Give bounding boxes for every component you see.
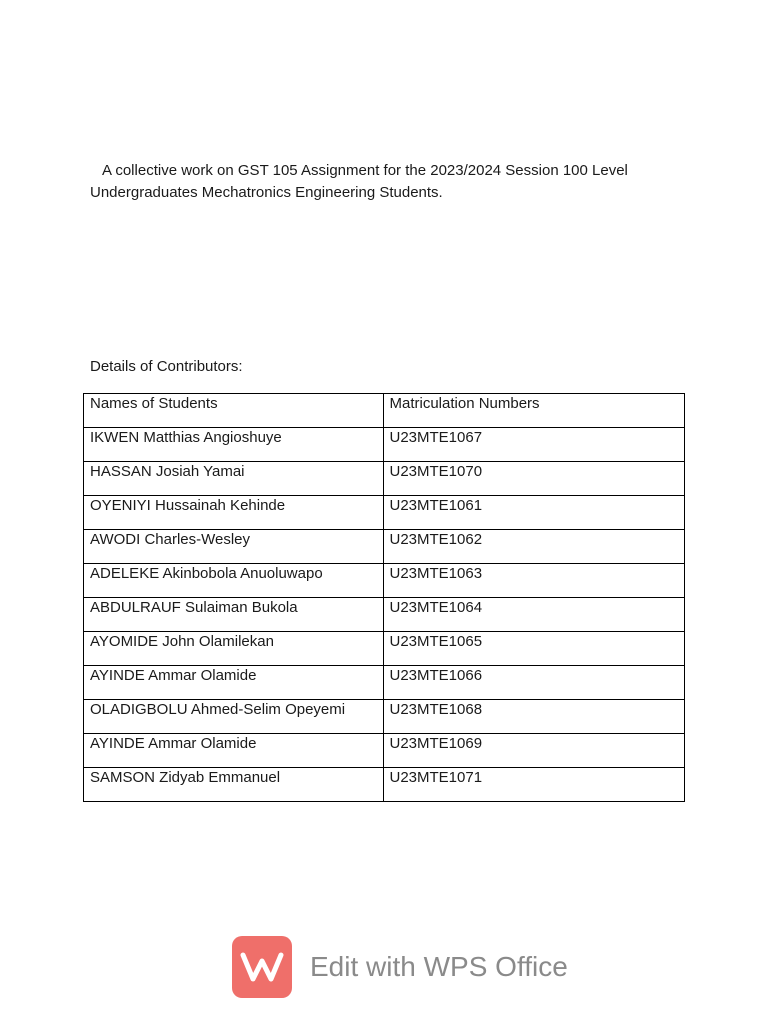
edit-with-wps-button[interactable] xyxy=(232,936,568,998)
header-names: Names of Students xyxy=(84,394,384,428)
matric-number: U23MTE1066 xyxy=(383,666,685,700)
student-name: OLADIGBOLU Ahmed-Selim Opeyemi xyxy=(84,700,384,734)
matric-number: U23MTE1062 xyxy=(383,530,685,564)
matric-number: U23MTE1070 xyxy=(383,462,685,496)
table-row xyxy=(84,700,685,734)
table-row xyxy=(84,530,685,564)
matric-number: U23MTE1065 xyxy=(383,632,685,666)
intro-paragraph: A collective work on GST 105 Assignment for the 2023/2024 Session 100 Level Undergraduates Mechatronics Engineering Students. xyxy=(90,162,628,201)
table-row xyxy=(84,598,685,632)
matric-number: U23MTE1071 xyxy=(383,768,685,802)
student-name: SAMSON Zidyab Emmanuel xyxy=(84,768,384,802)
matric-number: U23MTE1061 xyxy=(383,496,685,530)
student-name: AYOMIDE John Olamilekan xyxy=(84,632,384,666)
wps-label: Edit with WPS Office xyxy=(310,951,568,982)
contributors-table xyxy=(83,393,685,802)
student-name: AYINDE Ammar Olamide xyxy=(84,734,384,768)
student-name: ADELEKE Akinbobola Anuoluwapo xyxy=(84,564,384,598)
table-row xyxy=(84,666,685,700)
table-row xyxy=(84,428,685,462)
student-name: AYINDE Ammar Olamide xyxy=(84,666,384,700)
table-row xyxy=(84,462,685,496)
table-row xyxy=(84,496,685,530)
student-name: IKWEN Matthias Angioshuye xyxy=(84,428,384,462)
wps-logo-icon xyxy=(232,936,292,998)
table-row xyxy=(84,632,685,666)
table-header-row xyxy=(84,394,685,428)
matric-number: U23MTE1068 xyxy=(383,700,685,734)
matric-number: U23MTE1064 xyxy=(383,598,685,632)
matric-number: U23MTE1063 xyxy=(383,564,685,598)
details-heading: Details of Contributors: xyxy=(90,358,243,375)
matric-number: U23MTE1067 xyxy=(383,428,685,462)
table-row xyxy=(84,768,685,802)
student-name: ABDULRAUF Sulaiman Bukola xyxy=(84,598,384,632)
student-name: OYENIYI Hussainah Kehinde xyxy=(84,496,384,530)
header-matric: Matriculation Numbers xyxy=(383,394,685,428)
student-name: AWODI Charles-Wesley xyxy=(84,530,384,564)
matric-number: U23MTE1069 xyxy=(383,734,685,768)
student-name: HASSAN Josiah Yamai xyxy=(84,462,384,496)
table-row xyxy=(84,564,685,598)
table-row xyxy=(84,734,685,768)
